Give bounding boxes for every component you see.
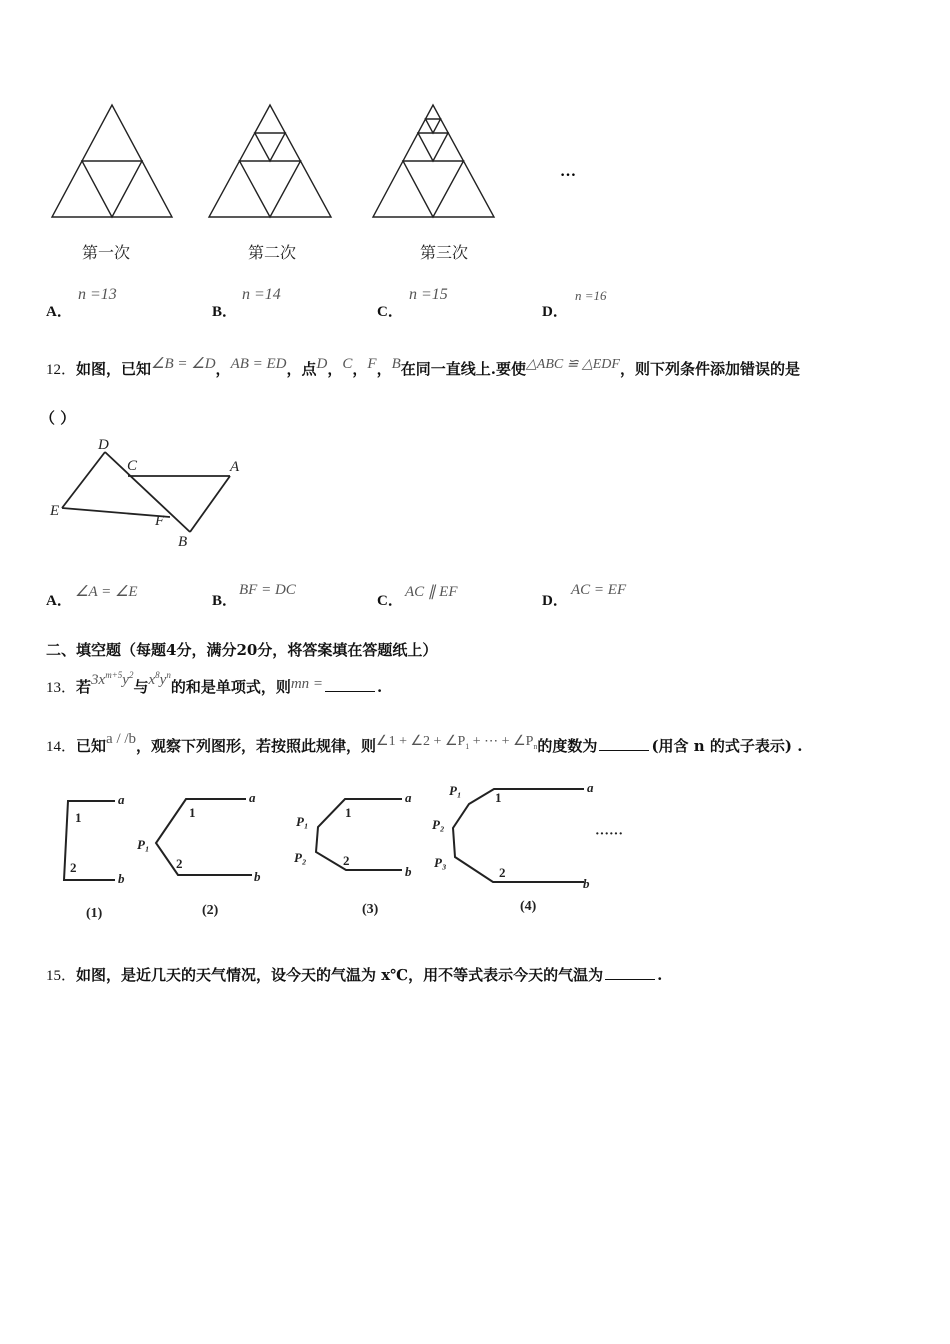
fig3-label-p1: P₁ xyxy=(296,814,309,829)
fig-caption-4: (4) xyxy=(520,899,537,914)
q12-figure xyxy=(40,430,260,555)
q11-option-b-letter: B． xyxy=(212,304,238,320)
fig3-label-1: 1 xyxy=(345,805,352,820)
q12-answer-paren: （ ） xyxy=(40,409,76,427)
label-c: C xyxy=(127,458,138,474)
fig2-label-1: 1 xyxy=(189,805,196,820)
fig4-label-1: 1 xyxy=(495,790,502,805)
fig3-label-b: b xyxy=(405,864,412,879)
q12-option-b-letter: B． xyxy=(212,593,238,609)
fig3-label-a: a xyxy=(405,790,412,805)
label-f: F xyxy=(155,513,165,529)
q11-option-c-letter: C． xyxy=(377,304,403,320)
q14-continuation-dots: ······ xyxy=(595,827,624,842)
section-2-heading: 二、填空题（每题4分，满分20分，将答案填在答题纸上） xyxy=(46,641,438,659)
q12-option-c-letter: C． xyxy=(377,593,403,609)
fig4-label-a: a xyxy=(587,780,594,795)
fig1-label-b: b xyxy=(118,871,125,886)
q14-answer-blank[interactable] xyxy=(599,749,649,751)
q15-number: 15． xyxy=(46,968,77,984)
q12-option-d-letter: D． xyxy=(542,593,568,609)
fig-caption-1: (1) xyxy=(86,906,103,921)
label-b: B xyxy=(178,534,188,550)
label-e: E xyxy=(50,503,60,519)
fig1-mid-triangle xyxy=(82,161,142,217)
q11-figure xyxy=(0,95,950,225)
q12-option-a-letter: A． xyxy=(46,593,72,609)
q12-stem: 12．如图，已知∠B = ∠D，AB = ED，点D，C，F，B在同一直线上.要使△ABC ≌ △EDF，则下列条件添加错误的是 xyxy=(46,356,800,378)
caption-3: 第三次 xyxy=(420,243,469,262)
fig-caption-3: (3) xyxy=(362,902,379,917)
fig2-label-a: a xyxy=(249,790,256,805)
q11-option-d-letter: D． xyxy=(542,304,568,320)
fig2-inner-triangle xyxy=(255,133,285,161)
q12-number: 12． xyxy=(46,362,77,378)
fig4-label-p1: P₁ xyxy=(449,783,462,798)
q12-option-a-expr: ∠A = ∠E xyxy=(75,584,138,600)
fig4-label-b: b xyxy=(583,876,590,891)
q13-answer-blank[interactable] xyxy=(325,690,375,692)
q14-stem: 14．已知a / /b，观察下列图形，若按照此规律，则∠1 + ∠2 + $\angle P_1$ + ⋯ + $\angle P_n$的度数为 (用含 n 的式子表示) . xyxy=(46,731,803,755)
q14-number: 14． xyxy=(46,739,77,755)
fig3-inner-triangle xyxy=(418,133,448,161)
fig3-label-p2: P₂ xyxy=(294,850,307,865)
fig1-label-1: 1 xyxy=(75,810,82,825)
q11-option-c-expr: n =15 xyxy=(409,286,448,303)
q15-stem: 15．如图，是近几天的天气情况，设今天的气温为 x℃，用不等式表示今天的气温为 . xyxy=(46,966,663,984)
q12-option-c-expr: AC ∥ EF xyxy=(405,584,458,600)
fig2-label-2: 2 xyxy=(176,856,183,871)
fig-caption-2: (2) xyxy=(202,903,219,918)
q13-number: 13． xyxy=(46,680,77,696)
fig2-mid-triangle xyxy=(240,161,301,217)
label-a: A xyxy=(230,459,240,475)
fig4-label-p3: P₃ xyxy=(434,855,447,870)
fig4-label-p2: P₂ xyxy=(432,817,445,832)
q14-figure xyxy=(40,770,660,930)
fig1-label-a: a xyxy=(118,792,125,807)
fig3-mid-triangle xyxy=(403,161,464,217)
q11-option-a-expr: n =13 xyxy=(78,286,117,303)
fig3-label-2: 2 xyxy=(343,853,350,868)
q15-answer-blank[interactable] xyxy=(605,978,655,980)
q13-stem: 13．若$3x^{m+5}y^2$与$x^8y^n$的和是单项式，则mn = . xyxy=(46,670,383,696)
q11-option-a-letter: A． xyxy=(46,304,72,320)
fig4-label-2: 2 xyxy=(499,865,506,880)
q12-option-b-expr: BF = DC xyxy=(239,582,296,598)
caption-1: 第一次 xyxy=(82,243,131,262)
q11-ellipsis: … xyxy=(560,163,576,180)
caption-2: 第二次 xyxy=(248,243,297,262)
q11-option-b-expr: n =14 xyxy=(242,286,281,303)
fig2-label-b: b xyxy=(254,869,261,884)
fig1-label-2: 2 xyxy=(70,860,77,875)
fig2-label-p1: P₁ xyxy=(137,837,150,852)
fig3-smallest-triangle xyxy=(426,119,441,133)
label-d: D xyxy=(98,437,109,453)
q11-option-d-expr: n =16 xyxy=(575,288,607,303)
q12-option-d-expr: AC = EF xyxy=(571,582,627,598)
